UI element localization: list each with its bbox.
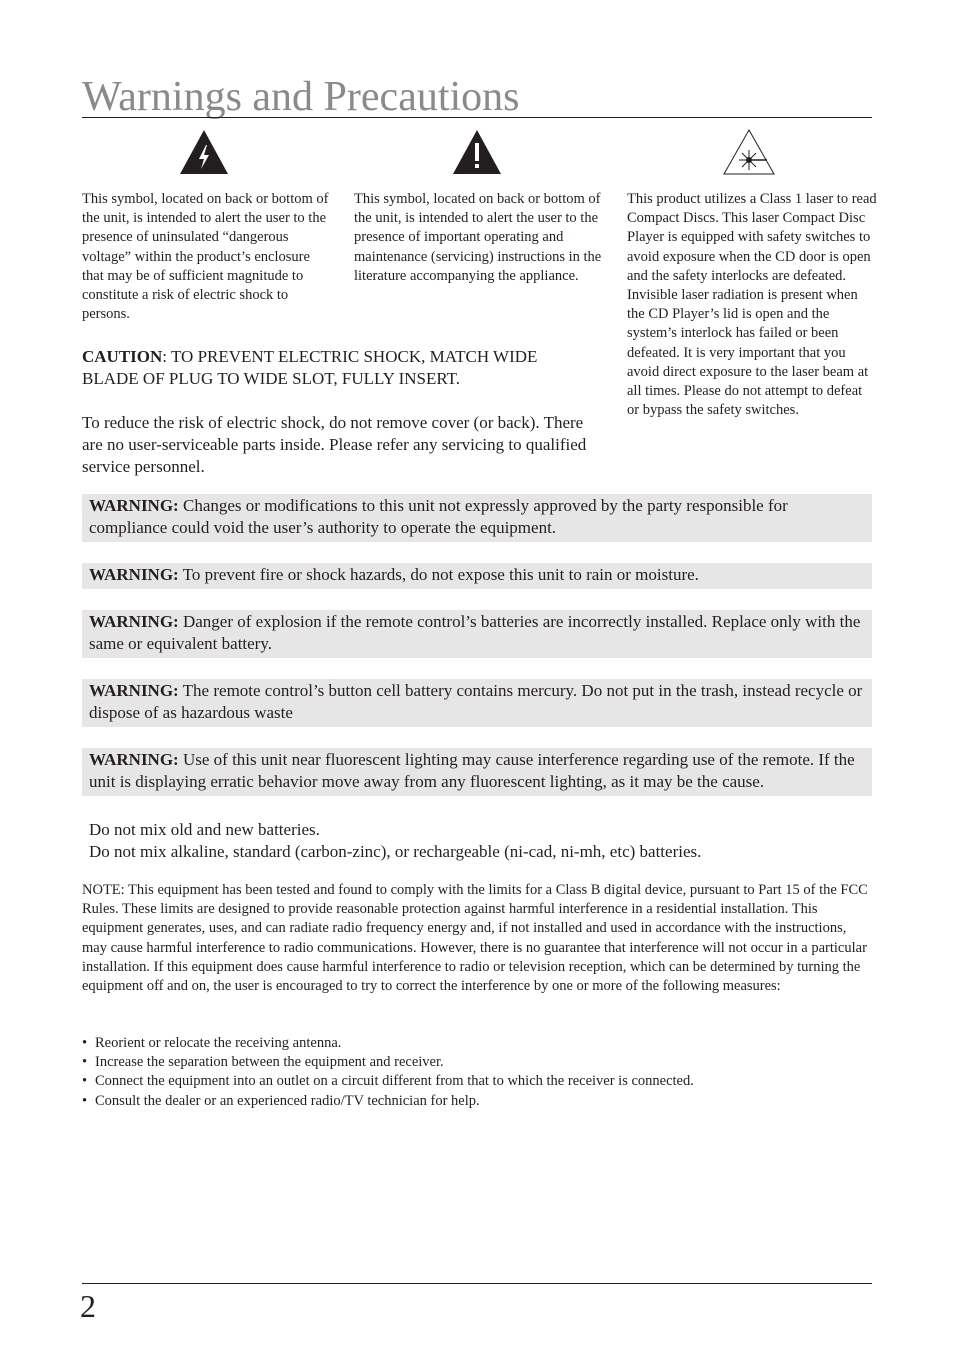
list-item xyxy=(82,1034,872,1053)
bullet: • xyxy=(82,1035,88,1051)
laser-radiation-icon xyxy=(722,128,776,176)
shock-symbol-description: This symbol, located on back or bottom of the unit, is intended to alert the user to the presence of uninsulated “dangerous voltage” within the product’s enclosure that may be of sufficient magnitude to constitute a risk of electric shock to persons. xyxy=(82,191,329,323)
list-item xyxy=(82,1072,872,1091)
footer-divider xyxy=(82,1283,872,1284)
caution-statement xyxy=(82,346,592,390)
caution-label: CAUTION xyxy=(82,347,163,366)
title-divider xyxy=(82,117,872,118)
warning-box-mercury xyxy=(82,679,872,727)
list-item-text: Connect the equipment into an outlet on a circuit different from that to which the receiver is connected. xyxy=(95,1073,694,1090)
list-item-text: Reorient or relocate the receiving antenna. xyxy=(95,1035,342,1051)
bullet: • xyxy=(82,1054,88,1071)
reduce-risk-statement: To reduce the risk of electric shock, do not remove cover (or back). There are no user-serviceable parts inside. Please refer any servicing to qualified service personnel. xyxy=(82,413,587,476)
warning-text: Changes or modifications to this unit not expressly approved by the party responsible for compliance could void the user’s authority to operate the equipment. xyxy=(89,496,788,537)
list-item xyxy=(82,1092,872,1111)
warning-text: The remote control’s button cell battery contains mercury. Do not put in the trash, instead recycle or dispose of as hazardous waste xyxy=(89,681,863,722)
warning-box-battery-explosion xyxy=(82,610,872,658)
warning-label: WARNING: xyxy=(89,612,179,631)
warning-box-modifications xyxy=(82,494,872,542)
battery-advice-line: Do not mix old and new batteries. xyxy=(89,820,320,839)
exclamation-symbol-description: This symbol, located on back or bottom of the unit, is intended to alert the user to the presence of important operating and maintenance (servicing) instructions in the literature accompanying the appliance. xyxy=(354,191,602,284)
laser-description: This product utilizes a Class 1 laser to read Compact Discs. This laser Compact Disc Player is equipped with safety switches to avoid exposure when the CD door is open and the safety interlocks are defeated. Invisible laser radiation is present when the CD Player’s lid is open and the system’s interlock has failed or been defeated. It is very important that you avoid direct exposure to the laser beam at all times. Please do not attempt to defeat or bypass the safety switches. xyxy=(627,191,877,419)
battery-advice xyxy=(89,819,869,863)
exclamation-warning-icon xyxy=(451,128,503,176)
list-item-text: Increase the separation between the equipment and receiver. xyxy=(95,1054,444,1071)
caution-text: : TO PREVENT ELECTRIC SHOCK, MATCH WIDE BLADE OF PLUG TO WIDE SLOT, FULLY INSERT. xyxy=(82,347,538,388)
list-item xyxy=(82,1053,872,1072)
warning-label: WARNING: xyxy=(89,565,179,584)
fcc-measures-list xyxy=(82,1034,872,1111)
fcc-note: NOTE: This equipment has been tested and found to comply with the limits for a Class B digital device, pursuant to Part 15 of the FCC Rules. These limits are designed to provide reasonable protection against harmful interference in a residential installation. This equipment generates, uses, and can radiate radio frequency energy and, if not installed and used in accordance with the instructions, may cause harmful interference to radio communications. However, there is no guarantee that interference will not occur in a particular installation. If this equipment does cause harmful interference to radio or television reception, which can be determined by turning the equipment off and on, the user is encouraged to try to correct the interference by one or more of the following measures: xyxy=(82,882,868,995)
page-title: Warnings and Precautions xyxy=(82,74,520,120)
page-number: 2 xyxy=(80,1288,96,1324)
warning-label: WARNING: xyxy=(89,750,179,769)
warning-label: WARNING: xyxy=(89,496,179,515)
bullet: • xyxy=(82,1073,88,1090)
bullet: • xyxy=(82,1092,88,1109)
warning-text: Danger of explosion if the remote control’s batteries are incorrectly installed. Replace only with the same or equivalent battery. xyxy=(89,612,861,653)
warning-box-moisture xyxy=(82,563,872,589)
battery-advice-line: Do not mix alkaline, standard (carbon-zinc), or rechargeable (ni-cad, ni-mh, etc) batteries. xyxy=(89,842,702,861)
list-item-text: Consult the dealer or an experienced radio/TV technician for help. xyxy=(95,1092,480,1109)
electric-shock-warning-icon xyxy=(178,128,230,176)
warning-text: Use of this unit near fluorescent lighting may cause interference regarding use of the remote. If the unit is displaying erratic behavior move away from any fluorescent lighting, as it may be the cause. xyxy=(89,750,855,791)
warning-text: To prevent fire or shock hazards, do not expose this unit to rain or moisture. xyxy=(178,565,699,584)
warning-label: WARNING: xyxy=(89,681,179,700)
warning-box-fluorescent xyxy=(82,748,872,796)
